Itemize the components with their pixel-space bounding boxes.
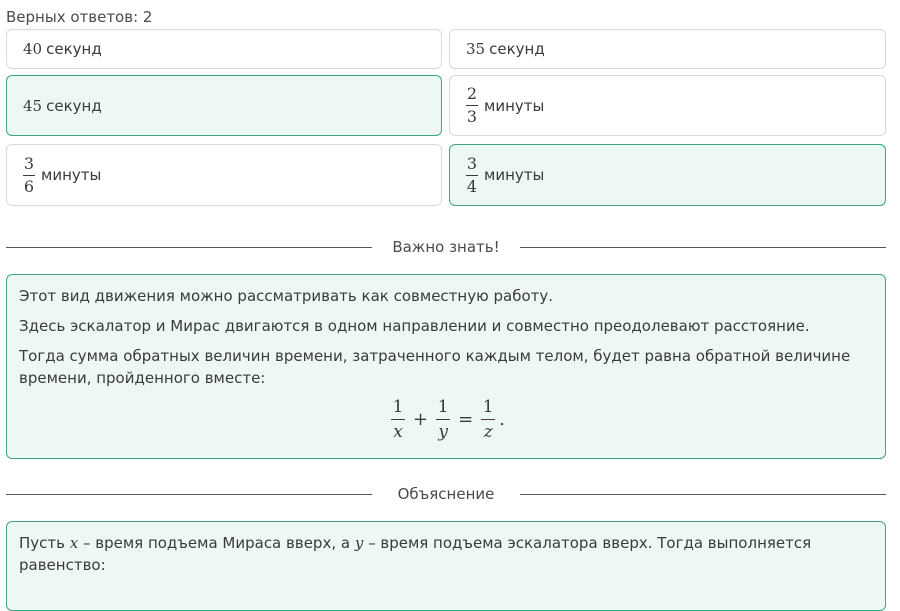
fraction-denominator: 3 [466, 107, 478, 126]
formula-fraction-y [436, 397, 450, 442]
option-number: 40 [23, 40, 43, 58]
answer-option-45-seconds[interactable] [6, 75, 442, 136]
answer-option-3-4-minutes[interactable] [449, 144, 886, 206]
answer-option-2-3-minutes[interactable] [449, 75, 886, 136]
answer-option-40-seconds[interactable] [6, 29, 442, 69]
fraction-bar [23, 175, 35, 176]
fraction-bar [466, 105, 478, 106]
fraction-bar [391, 419, 405, 420]
fraction-numerator: 2 [466, 84, 478, 103]
important-paragraph-3: Тогда сумма обратных величин времени, затраченного каждым телом, будет равна обратной величине времени, пройденного вместе: [19, 347, 851, 387]
important-paragraph-2: Здесь эскалатор и Мирас двигаются в одном направлении и совместно преодолевают расстояние. [19, 317, 810, 335]
fraction-denominator: 4 [466, 176, 478, 196]
option-unit: секунд [489, 40, 545, 58]
option-fraction [23, 155, 35, 196]
text-segment: Пусть [19, 534, 70, 552]
option-fraction [466, 85, 478, 126]
fraction-bar [466, 175, 478, 176]
denominator: y [438, 422, 448, 442]
text-segment: – время подъема Мираса вверх, а [78, 534, 355, 552]
denominator: z [483, 422, 493, 442]
important-card [6, 274, 886, 459]
explanation-section-title: Объяснение [397, 485, 495, 503]
explanation-paragraph [19, 532, 873, 576]
fraction-numerator: 3 [466, 153, 478, 173]
option-number: 45 [23, 96, 43, 115]
option-unit: секунд [46, 96, 102, 115]
fraction-numerator: 3 [23, 153, 35, 173]
divider-line-left [6, 247, 372, 248]
option-unit: минуты [41, 166, 102, 184]
plus-sign: + [413, 408, 429, 430]
equals-sign: = [458, 408, 474, 430]
answer-option-35-seconds[interactable] [449, 29, 886, 69]
formula-period: . [499, 408, 505, 430]
important-paragraph-1: Этот вид движения можно рассматривать как совместную работу. [19, 287, 554, 305]
divider-line-left [6, 494, 372, 495]
formula-fraction-z [481, 397, 495, 442]
numerator: 1 [437, 397, 449, 417]
option-unit: секунд [46, 40, 102, 58]
variable-y: y [354, 534, 364, 552]
denominator: x [393, 422, 403, 442]
numerator: 1 [482, 397, 494, 417]
fraction-denominator: 6 [23, 176, 35, 196]
important-section-title: Важно знать! [392, 238, 500, 256]
divider-line-right [520, 247, 886, 248]
numerator: 1 [392, 397, 404, 417]
option-unit: минуты [484, 96, 545, 115]
reciprocal-formula [19, 397, 873, 442]
option-fraction [466, 155, 478, 196]
explanation-card [6, 521, 886, 611]
option-unit: минуты [484, 166, 545, 184]
fraction-bar [481, 419, 495, 420]
variable-x: x [69, 534, 79, 552]
answer-option-3-6-minutes[interactable] [6, 144, 442, 206]
option-number: 35 [466, 40, 486, 58]
text-segment: – время подъема эскалатора вверх. Тогда выполняется равенство: [19, 534, 812, 574]
formula-fraction-x [391, 397, 405, 442]
divider-line-right [520, 494, 886, 495]
correct-answers-count: Верных ответов: 2 [6, 8, 153, 26]
fraction-bar [436, 419, 450, 420]
